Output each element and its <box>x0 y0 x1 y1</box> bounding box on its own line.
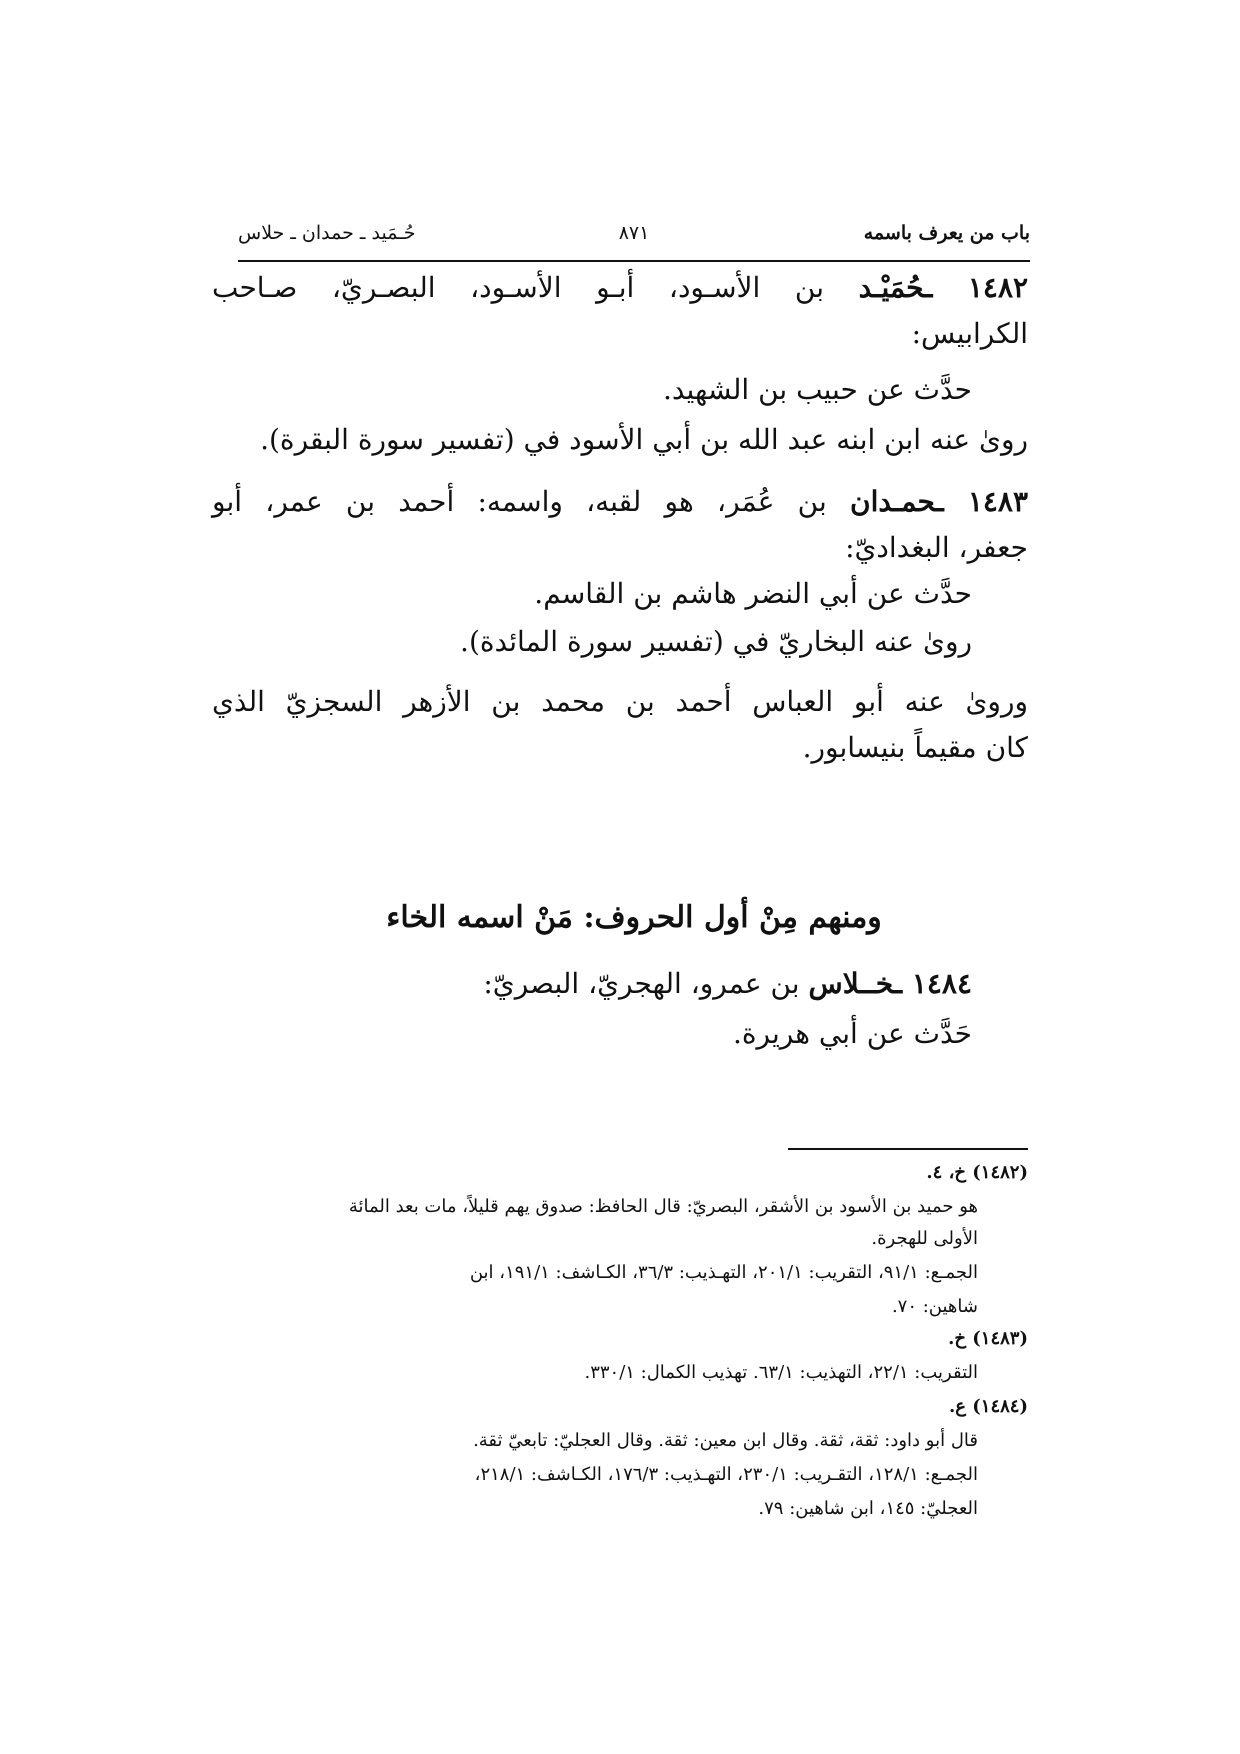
entry-text: بن عُمَر، هو لقبه، واسمه: أحمد بن عمر، أبو <box>212 485 827 518</box>
entry-1482-line-3: حدَّث عن حبيب بن الشهيد. <box>662 373 972 406</box>
section-names: حُـمَيد ـ حمدان ـ حلاس <box>238 222 416 244</box>
footnote-1482-head: (١٤٨٢) خ، ٤. <box>926 1162 1028 1183</box>
running-header <box>238 222 1030 258</box>
footnote-1483-head: (١٤٨٣) خ. <box>948 1328 1028 1349</box>
entry-1483-line-6: كان مقيماً بنيسابور. <box>802 731 1028 764</box>
footnote-1482-line-2: الأولى للهجرة. <box>871 1228 978 1249</box>
entry-name: حمـدان <box>850 485 936 518</box>
entry-name: حُمَيْـد <box>858 271 925 304</box>
entry-1483-line-1 <box>212 480 1028 524</box>
entry-1484-line-2: حَدَّث عن أبي هريرة. <box>732 1017 972 1050</box>
chapter-title: باب من يعرف باسمه <box>863 222 1030 244</box>
footnote-1482-line-3: الجمـع: ٩١/١، التقريب: ٢٠١/١، التهـذيب: ٣٦/٣، الكـاشف: ١٩١/١، ابن <box>469 1262 978 1283</box>
footnote-1484-line-3: العجليّ: ١٤٥، ابن شاهين: ٧٩. <box>758 1498 978 1519</box>
footnote-1484-line-2: الجمـع: ١٢٨/١، التقـريب: ٢٣٠/١، التهـذيب: ١٧٦/٣، الكـاشف: ٢١٨/١، <box>474 1464 978 1485</box>
footnote-rule <box>788 1148 1028 1150</box>
entry-1483-line-2: جعفر، البغداديّ: <box>845 531 1028 564</box>
footnote-1482-line-4: شاهين: ٧٠. <box>891 1296 978 1317</box>
entry-number: ١٤٨٣ ـ <box>935 485 1028 518</box>
footnote-1482-line-1: هو حميد بن الأسود بن الأشقر، البصريّ: قال الحافظ: صدوق يهم قليلاً، مات بعد المائة <box>348 1196 978 1217</box>
footnote-1484-head: (١٤٨٤) ع. <box>949 1396 1028 1417</box>
footnote-1484-line-1: قال أبو داود: ثقة، ثقة. وقال ابن معين: ثقة. وقال العجليّ: تابعيّ ثقة. <box>473 1430 978 1451</box>
entry-1482-line-4: روىٰ عنه ابن ابنه عبد الله بن أبي الأسود في (تفسير سورة البقرة). <box>260 423 1028 456</box>
entry-1483-line-3: حدَّث عن أبي النضر هاشم بن القاسم. <box>534 577 972 610</box>
entry-name: خــلاس <box>808 967 894 1000</box>
entry-1482-line-1 <box>212 266 1028 310</box>
entry-text: بن الأسـود، أبـو الأسـود، البصـريّ، صـاحب <box>212 271 824 304</box>
entry-text: بن عمرو، الهجريّ، البصريّ: <box>483 967 800 1000</box>
footnote-1483-line-1: التقريب: ٢٢/١، التهذيب: ٦٣/١. تهذيب الكمال: ٣٣٠/١. <box>584 1362 978 1383</box>
entry-1484-line-1 <box>156 962 972 1006</box>
section-heading: ومنهم مِنْ أول الحروف: مَنْ اسمه الخاء <box>386 900 882 935</box>
entry-number: ١٤٨٢ ـ <box>924 271 1029 304</box>
entry-number: ١٤٨٤ ـ <box>893 967 972 1000</box>
entry-1482-line-2: الكرابيس: <box>911 317 1028 350</box>
entry-1483-line-5: وروىٰ عنه أبو العباس أحمد بن محمد بن الأزهر السجزيّ الذي <box>212 685 1028 718</box>
entry-1483-line-4: روىٰ عنه البخاريّ في (تفسير سورة المائدة). <box>460 625 972 658</box>
header-rule <box>238 260 1030 262</box>
page-number: ٨٧١ <box>618 222 650 244</box>
